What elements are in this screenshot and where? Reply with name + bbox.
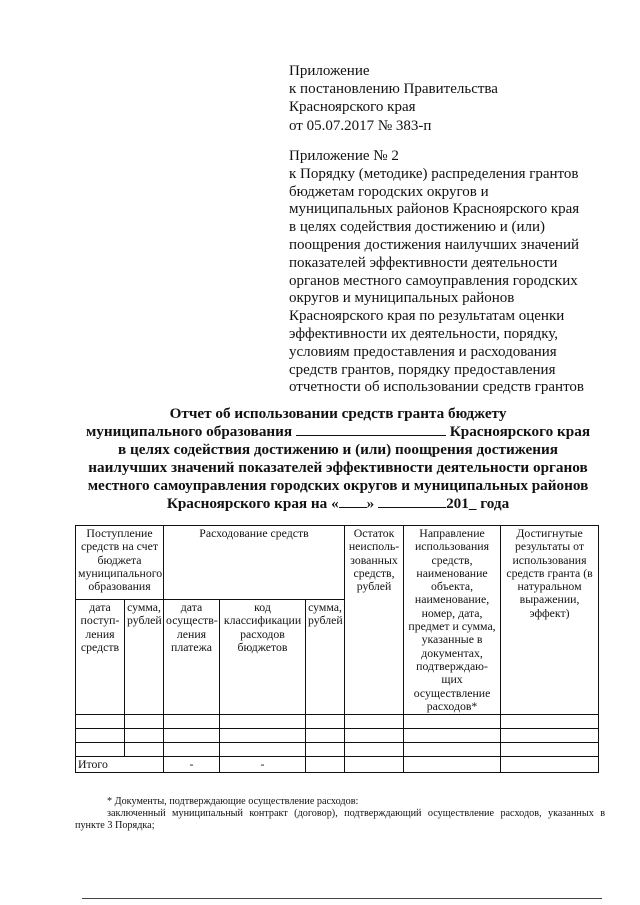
appendix-header bbox=[289, 62, 619, 135]
table-cell[interactable] bbox=[306, 729, 345, 743]
appendix2-line: округов и муниципальных районов bbox=[289, 290, 515, 307]
table-row bbox=[76, 715, 599, 729]
header-balance: Остаток неисполь-зованных средств, рублей bbox=[345, 526, 404, 715]
header-results: Достигнутые результаты от использования средств гранта (в натуральном выражении, эффект) bbox=[501, 526, 599, 715]
table-cell[interactable] bbox=[125, 743, 164, 757]
appendix-line: к постановлению Правительства bbox=[289, 81, 498, 98]
table-cell[interactable] bbox=[404, 715, 501, 729]
footnote-line: * Документы, подтверждающие осуществление расходов: bbox=[107, 796, 359, 807]
appendix2-line: эффективности их деятельности, порядку, bbox=[289, 325, 559, 342]
title-date-prefix: Красноярского края на « bbox=[166, 494, 339, 512]
table-cell[interactable] bbox=[345, 757, 404, 773]
header-direction: Направление использования средств, наименование объекта, наименование, номер, дата, предмет и сумма, указанные в документах, подтверждаю-щих осуществление расходов* bbox=[404, 526, 501, 715]
table-cell[interactable] bbox=[76, 729, 125, 743]
table-cell[interactable] bbox=[404, 729, 501, 743]
table-cell[interactable] bbox=[220, 743, 306, 757]
day-blank-field[interactable] bbox=[339, 495, 367, 508]
table-cell[interactable] bbox=[404, 743, 501, 757]
table-cell[interactable] bbox=[345, 729, 404, 743]
appendix-line: Красноярского края bbox=[289, 99, 416, 116]
table-cell[interactable] bbox=[164, 729, 220, 743]
subheader-date-payment: дата осуществ-ления платежа bbox=[164, 600, 220, 715]
appendix2-line: поощрения достижения наилучших значений bbox=[289, 236, 580, 253]
table-cell[interactable] bbox=[306, 757, 345, 773]
appendix-2-header bbox=[289, 148, 619, 397]
table-cell[interactable] bbox=[501, 729, 599, 743]
month-blank-field[interactable] bbox=[378, 495, 446, 508]
table-cell[interactable] bbox=[76, 715, 125, 729]
title-line bbox=[60, 423, 616, 441]
report-table bbox=[75, 525, 599, 773]
table-total-row bbox=[76, 757, 599, 773]
title-line: местного самоуправления городских округов и муниципальных районов bbox=[87, 476, 589, 494]
total-dash-code: - bbox=[220, 757, 306, 773]
title-line bbox=[60, 495, 616, 513]
table-cell[interactable] bbox=[220, 729, 306, 743]
table-header-row bbox=[76, 526, 599, 600]
title-date-quote: » bbox=[366, 494, 375, 512]
footnote-line: заключенный муниципальный контракт (договор), подтверждающий осуществление расходов, указанных в пункте 3 Порядка; bbox=[75, 808, 605, 831]
subheader-sum-receipt: сумма, рублей bbox=[125, 600, 164, 715]
appendix2-line: средств грантов, порядку предоставления bbox=[289, 361, 556, 378]
table-cell[interactable] bbox=[76, 743, 125, 757]
table-cell[interactable] bbox=[306, 743, 345, 757]
table-cell[interactable] bbox=[125, 715, 164, 729]
title-line: Отчет об использовании средств гранта бюджету bbox=[169, 405, 507, 422]
table-cell[interactable] bbox=[404, 757, 501, 773]
title-region-label: Красноярского края bbox=[449, 422, 591, 440]
title-line: наилучших значений показателей эффективности деятельности органов bbox=[88, 458, 588, 476]
appendix2-line: муниципальных районов Красноярского края bbox=[289, 201, 580, 218]
title-line: в целях содействия достижению и (или) поощрения достижения bbox=[118, 440, 558, 458]
table-cell[interactable] bbox=[345, 743, 404, 757]
header-receipt: Поступление средств на счет бюджета муниципального образования bbox=[76, 526, 164, 600]
table-cell[interactable] bbox=[501, 757, 599, 773]
report-title bbox=[60, 405, 616, 512]
appendix2-line: Красноярского края по результатам оценки bbox=[289, 308, 565, 325]
subheader-budget-code: код классификации расходов бюджетов bbox=[220, 600, 306, 715]
appendix2-line: отчетности об использовании средств грантов bbox=[289, 379, 585, 396]
subheader-date-receipt: дата поступ-ления средств bbox=[76, 600, 125, 715]
table-cell[interactable] bbox=[164, 715, 220, 729]
subheader-sum-spending: сумма, рублей bbox=[306, 600, 345, 715]
table-cell[interactable] bbox=[220, 715, 306, 729]
table-cell[interactable] bbox=[501, 743, 599, 757]
appendix2-line: Приложение № 2 bbox=[289, 148, 399, 164]
total-dash-date: - bbox=[164, 757, 220, 773]
appendix2-line: к Порядку (методике) распределения грантов bbox=[289, 165, 579, 182]
appendix-line: Приложение bbox=[289, 63, 370, 79]
appendix2-line: показателей эффективности деятельности bbox=[289, 254, 558, 271]
table-cell[interactable] bbox=[306, 715, 345, 729]
bottom-divider bbox=[82, 898, 602, 899]
appendix2-line: бюджетам городских округов и bbox=[289, 183, 489, 200]
appendix-line: от 05.07.2017 № 383-п bbox=[289, 117, 432, 134]
table-cell[interactable] bbox=[125, 729, 164, 743]
title-municipality-label: муниципального образования bbox=[85, 422, 293, 440]
total-label: Итого bbox=[76, 757, 164, 773]
table-cell[interactable] bbox=[501, 715, 599, 729]
table-cell[interactable] bbox=[164, 743, 220, 757]
header-spending: Расходование средств bbox=[164, 526, 345, 600]
table-row bbox=[76, 729, 599, 743]
municipality-blank-field[interactable] bbox=[296, 423, 446, 436]
appendix2-line: условиям предоставления и расходования bbox=[289, 343, 557, 360]
footnote bbox=[75, 796, 605, 832]
title-year-suffix: 201_ года bbox=[446, 494, 510, 512]
table-row bbox=[76, 743, 599, 757]
table-cell[interactable] bbox=[345, 715, 404, 729]
appendix2-line: в целях содействия достижению и (или) bbox=[289, 219, 546, 236]
appendix2-line: органов местного самоуправления городских bbox=[289, 272, 578, 289]
